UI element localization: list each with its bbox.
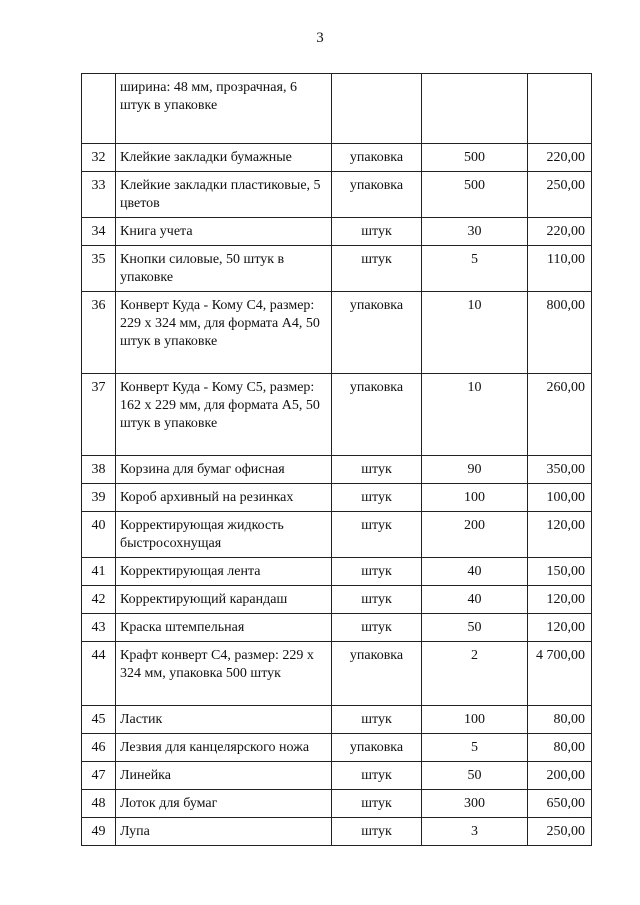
item-quantity: 10: [422, 374, 528, 456]
row-number: 36: [82, 292, 116, 374]
item-unit: упаковка: [332, 374, 422, 456]
item-price: 100,00: [528, 484, 592, 512]
item-name: Короб архивный на резинках: [116, 484, 332, 512]
row-number: 33: [82, 172, 116, 218]
table-row: [82, 586, 592, 614]
item-name: Краска штемпельная: [116, 614, 332, 642]
item-name: Конверт Куда - Кому С5, размер: 162 х 229 мм, для формата А5, 50 штук в упаковке: [116, 374, 332, 456]
item-unit: упаковка: [332, 734, 422, 762]
item-name: Кнопки силовые, 50 штук в упаковке: [116, 246, 332, 292]
item-quantity: 3: [422, 818, 528, 846]
item-quantity: 100: [422, 484, 528, 512]
item-unit: упаковка: [332, 642, 422, 706]
item-quantity: 30: [422, 218, 528, 246]
table-row: [82, 218, 592, 246]
row-number: 43: [82, 614, 116, 642]
item-quantity: 5: [422, 734, 528, 762]
table-row: [82, 456, 592, 484]
row-number: [82, 74, 116, 144]
row-number: 41: [82, 558, 116, 586]
goods-table: [81, 73, 592, 846]
item-name: Лупа: [116, 818, 332, 846]
item-price: 350,00: [528, 456, 592, 484]
item-price: 200,00: [528, 762, 592, 790]
item-unit: упаковка: [332, 292, 422, 374]
item-unit: штук: [332, 456, 422, 484]
item-unit: штук: [332, 706, 422, 734]
goods-table-body: [82, 74, 592, 846]
item-quantity: 40: [422, 558, 528, 586]
row-number: 34: [82, 218, 116, 246]
item-name: Лезвия для канцелярского ножа: [116, 734, 332, 762]
table-row: [82, 818, 592, 846]
row-number: 32: [82, 144, 116, 172]
table-row: [82, 790, 592, 818]
item-unit: штук: [332, 484, 422, 512]
item-price: 110,00: [528, 246, 592, 292]
item-price: 4 700,00: [528, 642, 592, 706]
item-price: 150,00: [528, 558, 592, 586]
item-quantity: 500: [422, 144, 528, 172]
item-unit: штук: [332, 586, 422, 614]
item-name: Книга учета: [116, 218, 332, 246]
item-name: Конверт Куда - Кому С4, размер: 229 х 324 мм, для формата А4, 50 штук в упаковке: [116, 292, 332, 374]
item-unit: штук: [332, 218, 422, 246]
item-price: 120,00: [528, 512, 592, 558]
item-quantity: 90: [422, 456, 528, 484]
item-quantity: 100: [422, 706, 528, 734]
item-name: Корректирующий карандаш: [116, 586, 332, 614]
table-row: [82, 762, 592, 790]
item-unit: штук: [332, 558, 422, 586]
item-name: Клейкие закладки бумажные: [116, 144, 332, 172]
row-number: 40: [82, 512, 116, 558]
row-number: 44: [82, 642, 116, 706]
item-quantity: [422, 74, 528, 144]
item-quantity: 50: [422, 762, 528, 790]
item-name: Лоток для бумаг: [116, 790, 332, 818]
table-row: [82, 614, 592, 642]
item-unit: упаковка: [332, 144, 422, 172]
table-row: [82, 374, 592, 456]
page-number: 3: [316, 30, 324, 46]
row-number: 45: [82, 706, 116, 734]
item-price: 800,00: [528, 292, 592, 374]
item-name: Ластик: [116, 706, 332, 734]
row-number: 35: [82, 246, 116, 292]
item-unit: штук: [332, 614, 422, 642]
table-row: [82, 172, 592, 218]
item-name: Крафт конверт С4, размер: 229 х 324 мм, упаковка 500 штук: [116, 642, 332, 706]
row-number: 39: [82, 484, 116, 512]
item-quantity: 10: [422, 292, 528, 374]
table-row: [82, 484, 592, 512]
item-price: [528, 74, 592, 144]
item-unit: [332, 74, 422, 144]
item-name: Клейкие закладки пластиковые, 5 цветов: [116, 172, 332, 218]
table-row: [82, 642, 592, 706]
table-row: [82, 558, 592, 586]
item-price: 120,00: [528, 586, 592, 614]
item-price: 80,00: [528, 734, 592, 762]
row-number: 42: [82, 586, 116, 614]
table-row: [82, 706, 592, 734]
row-number: 49: [82, 818, 116, 846]
row-number: 38: [82, 456, 116, 484]
row-number: 47: [82, 762, 116, 790]
item-quantity: 300: [422, 790, 528, 818]
table-row: [82, 246, 592, 292]
item-name: Корзина для бумаг офисная: [116, 456, 332, 484]
item-quantity: 40: [422, 586, 528, 614]
row-number: 48: [82, 790, 116, 818]
row-number: 46: [82, 734, 116, 762]
item-quantity: 2: [422, 642, 528, 706]
item-price: 220,00: [528, 144, 592, 172]
item-price: 250,00: [528, 818, 592, 846]
item-price: 80,00: [528, 706, 592, 734]
table-row: [82, 734, 592, 762]
item-price: 650,00: [528, 790, 592, 818]
row-number: 37: [82, 374, 116, 456]
item-unit: штук: [332, 762, 422, 790]
item-price: 250,00: [528, 172, 592, 218]
item-unit: штук: [332, 512, 422, 558]
item-name: Корректирующая жидкость быстросохнущая: [116, 512, 332, 558]
item-price: 260,00: [528, 374, 592, 456]
item-unit: штук: [332, 246, 422, 292]
item-name: Корректирующая лента: [116, 558, 332, 586]
item-quantity: 200: [422, 512, 528, 558]
table-row: [82, 512, 592, 558]
item-name: Линейка: [116, 762, 332, 790]
item-name: ширина: 48 мм, прозрачная, 6 штук в упаковке: [116, 74, 332, 144]
item-unit: штук: [332, 790, 422, 818]
item-unit: штук: [332, 818, 422, 846]
table-row: [82, 292, 592, 374]
item-price: 120,00: [528, 614, 592, 642]
table-row: [82, 144, 592, 172]
item-unit: упаковка: [332, 172, 422, 218]
item-quantity: 50: [422, 614, 528, 642]
item-quantity: 5: [422, 246, 528, 292]
table-row: [82, 74, 592, 144]
item-price: 220,00: [528, 218, 592, 246]
item-quantity: 500: [422, 172, 528, 218]
